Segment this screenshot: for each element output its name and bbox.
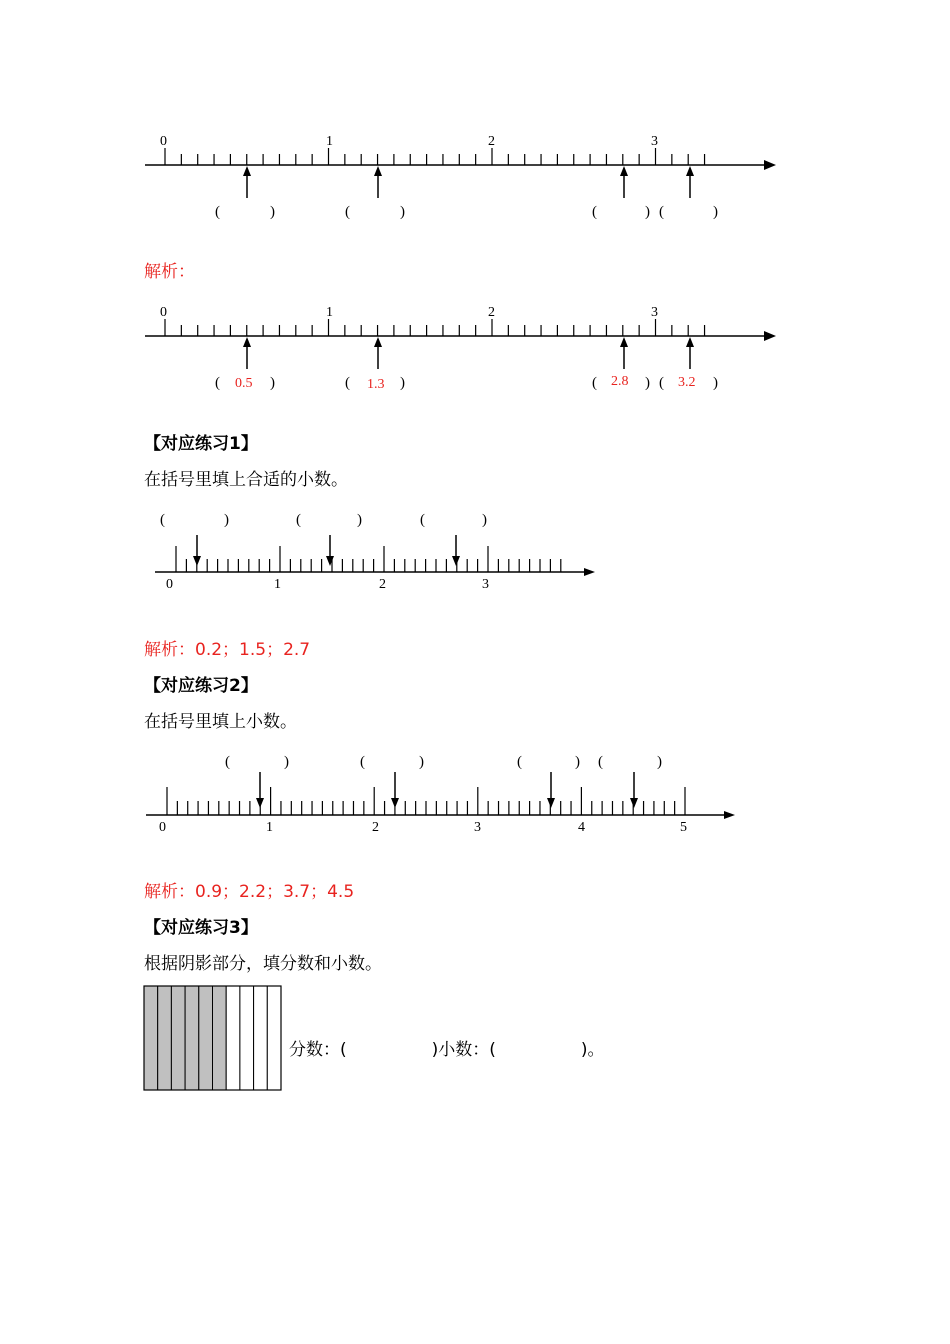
paren-open: ( [345,375,350,391]
tick-label-2: 2 [488,305,495,320]
practice1-answer: 解析：0.2；1.5；2.7 [144,640,311,660]
tick-label-4: 4 [578,820,585,835]
paren-close: ) [657,754,662,770]
strip-cells [144,986,281,1090]
shaded-strip [158,986,172,1090]
paren-open: ( [659,204,664,220]
practice2-heading: 【对应练习2】 [144,676,258,696]
tick-label-0: 0 [160,134,167,149]
paren-close: ) [270,204,275,220]
paren-open: ( [296,512,301,528]
unshaded-strip [240,986,254,1090]
practice1-heading: 【对应练习1】 [144,434,258,454]
unshaded-strip [254,986,268,1090]
tick-label-3: 3 [474,820,481,835]
paren-open: ( [345,204,350,220]
paren-open: ( [215,204,220,220]
paren-open: ( [592,375,597,391]
practice3-fill-text: 分数：( )小数：( )。 [289,1040,605,1060]
shaded-strip [144,986,158,1090]
pointer-arrowhead [326,556,334,566]
axis-arrowhead [584,568,595,576]
analysis-label: 解析： [144,262,195,282]
practice2-number-line [0,745,950,840]
tick-label-1: 1 [326,305,333,320]
paren-open: ( [592,204,597,220]
paren-open: ( [215,375,220,391]
pointer-arrowhead [686,337,694,347]
axis-arrowhead [724,811,735,819]
paren-close: ) [284,754,289,770]
paren-close: ) [575,754,580,770]
paren-close: ) [713,375,718,391]
tick-label-3: 3 [651,134,658,149]
pointer-arrowhead [620,337,628,347]
tick-label-0: 0 [160,305,167,320]
tick-label-2: 2 [488,134,495,149]
tick-label-0: 0 [159,820,166,835]
practice2-instruction: 在括号里填上小数。 [144,712,297,732]
axis-arrowhead [764,160,776,170]
tick-label-2: 2 [379,577,386,592]
pointer-arrowhead [547,798,555,808]
paren-open: ( [659,375,664,391]
paren-close: ) [270,375,275,391]
pointer-arrowhead [256,798,264,808]
answer-value: 1.3 [367,377,385,392]
practice1-number-line [0,505,950,595]
paren-close: ) [419,754,424,770]
shaded-strip [199,986,213,1090]
pointer-arrowhead [630,798,638,808]
paren-close: ) [400,204,405,220]
practice3-instruction: 根据阴影部分，填分数和小数。 [144,954,382,974]
paren-close: ) [224,512,229,528]
paren-close: ) [645,204,650,220]
paren-open: ( [598,754,603,770]
answer-value: 0.5 [235,376,253,391]
tick-marks [165,319,705,336]
tick-label-5: 5 [680,820,687,835]
tick-label-1: 1 [326,134,333,149]
pointer-arrowhead [686,166,694,176]
tick-label-3: 3 [651,305,658,320]
axis-arrowhead [764,331,776,341]
paren-close: ) [645,375,650,391]
practice2-answer: 解析：0.9；2.2；3.7；4.5 [144,882,355,902]
shaded-strip-diagram [143,985,283,1093]
practice3-heading: 【对应练习3】 [144,918,258,938]
answer-value: 3.2 [678,375,696,390]
pointer-arrowhead [243,337,251,347]
shaded-strip [171,986,185,1090]
pointer-arrowhead [243,166,251,176]
pointer-arrowhead [193,556,201,566]
paren-close: ) [400,375,405,391]
tick-label-1: 1 [266,820,273,835]
pointer-arrowhead [374,166,382,176]
paren-open: ( [225,754,230,770]
paren-open: ( [420,512,425,528]
tick-marks [165,148,705,165]
tick-label-0: 0 [166,577,173,592]
unshaded-strip [267,986,281,1090]
pointer-arrowhead [452,556,460,566]
pointer-arrowhead [391,798,399,808]
tick-label-2: 2 [372,820,379,835]
shaded-strip [213,986,227,1090]
example-number-line [0,120,950,230]
practice1-instruction: 在括号里填上合适的小数。 [144,470,348,490]
shaded-strip [185,986,199,1090]
unshaded-strip [226,986,240,1090]
tick-marks [167,787,685,815]
answer-value: 2.8 [611,374,629,389]
paren-close: ) [357,512,362,528]
paren-open: ( [160,512,165,528]
paren-close: ) [482,512,487,528]
paren-close: ) [713,204,718,220]
paren-open: ( [517,754,522,770]
paren-open: ( [360,754,365,770]
pointer-arrowhead [374,337,382,347]
answer-number-line [0,291,950,401]
pointer-arrowhead [620,166,628,176]
tick-label-3: 3 [482,577,489,592]
tick-marks [176,546,561,572]
tick-label-1: 1 [274,577,281,592]
